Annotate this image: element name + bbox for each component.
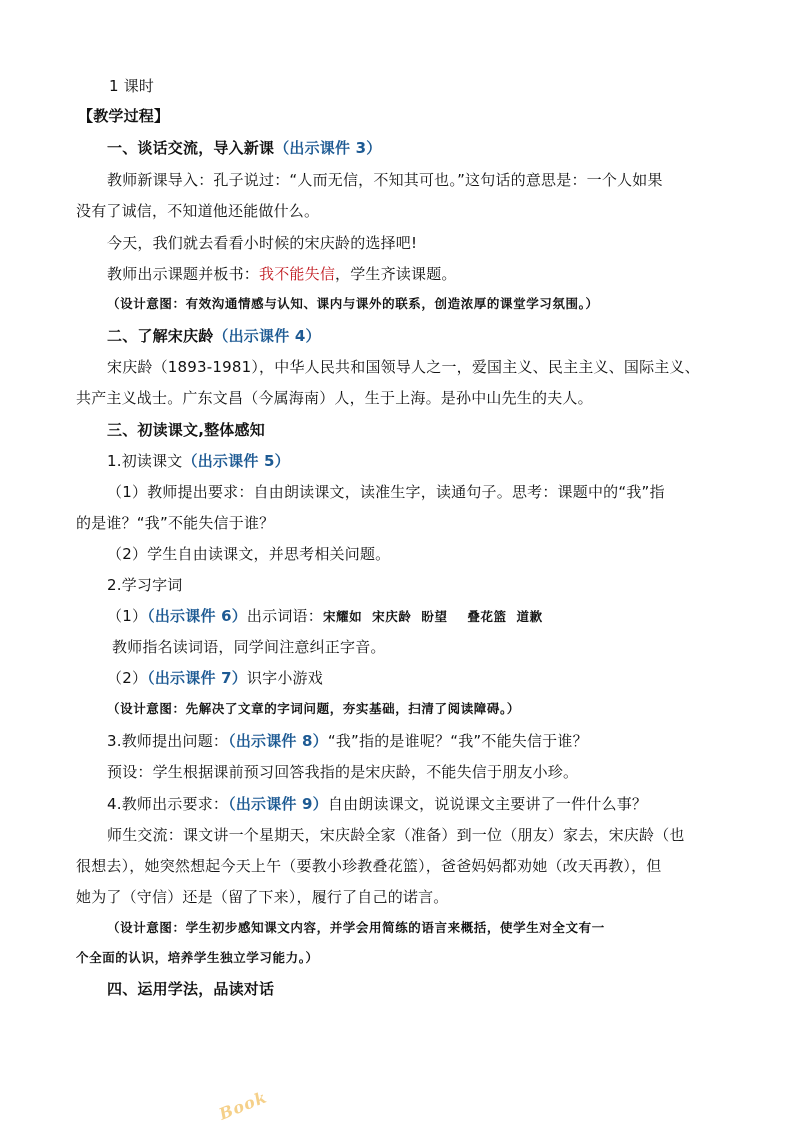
design-intent-note: （设计意图：先解决了文章的字词问题，夯实基础，扫清了阅读障碍。） xyxy=(107,701,520,716)
paragraph-line: 教师新课导入：孔子说过：“人而无信，不知其可也。”这句话的意思是：一个人如果 xyxy=(107,171,663,189)
subheading-line xyxy=(107,451,290,471)
subheading-line: 2.学习字词 xyxy=(107,576,183,594)
paragraph-line: 她为了（守信）还是（留了下来），履行了自己的诺言。 xyxy=(76,888,449,906)
paragraph-line xyxy=(107,731,588,751)
courseware-ref: （出示课件 9） xyxy=(228,795,328,813)
paragraph-line: （2）学生自由读课文，并思考相关问题。 xyxy=(107,545,391,563)
paragraph-line: 没有了诚信，不知道他还能做什么。 xyxy=(76,202,320,220)
subheading-text: 1.初读课文 xyxy=(107,452,183,470)
paragraph-line: 教师指名读词语，同学间注意纠正字音。 xyxy=(112,638,386,656)
section-title-teaching-process: 【教学过程】 xyxy=(78,107,170,125)
courseware-ref: （出示课件 6） xyxy=(147,607,247,625)
paragraph-line xyxy=(107,794,647,814)
paragraph-line xyxy=(107,606,543,627)
heading-part-2-text: 二、了解宋庆龄 xyxy=(107,327,214,345)
lesson-hours: 1 课时 xyxy=(109,77,155,95)
paragraph-text: 教师出示课题并板书： xyxy=(107,265,260,283)
paragraph-line: 宋庆龄（1893-1981），中华人民共和国领导人之一，爱国主义、民主主义、国际主义、 xyxy=(107,358,700,376)
paragraph-text: 3.教师提出问题： xyxy=(107,732,229,750)
design-intent-note: （设计意图：有效沟通情感与认知、课内与课外的联系，创造浓厚的课堂学习氛围。） xyxy=(107,296,599,311)
heading-part-2 xyxy=(107,326,321,346)
paragraph-line: （1）教师提出要求：自由朗读课文，读准生字，读通句子。思考：课题中的“我”指 xyxy=(107,483,665,501)
paragraph-text: 识字小游戏 xyxy=(246,669,323,687)
heading-part-4: 四、运用学法，品读对话 xyxy=(107,980,275,998)
watermark: Book xyxy=(216,1087,270,1124)
item-number: （1） xyxy=(107,607,148,625)
item-number: （2） xyxy=(107,669,148,687)
paragraph-text: “我”指的是谁呢？“我”不能失信于谁？ xyxy=(327,732,588,750)
paragraph-line: 共产主义战士。广东文昌（今属海南）人，生于上海。是孙中山先生的夫人。 xyxy=(76,389,593,407)
paragraph-text: 4.教师出示要求： xyxy=(107,795,229,813)
design-intent-note: （设计意图：学生初步感知课文内容，并学会用简练的语言来概括，使学生对全文有一 xyxy=(107,920,605,935)
heading-part-1 xyxy=(107,138,381,158)
courseware-ref: （出示课件 7） xyxy=(147,669,247,687)
paragraph-line xyxy=(107,668,323,688)
paragraph-line: 师生交流：课文讲一个星期天，宋庆龄全家（准备）到一位（朋友）家去，宋庆龄（也 xyxy=(107,826,685,844)
courseware-ref: （出示课件 8） xyxy=(228,732,328,750)
courseware-ref: （出示课件 4） xyxy=(213,327,321,345)
design-intent-note: 个全面的认识，培养学生独立学习能力。） xyxy=(76,950,319,965)
paragraph-line: 今天，我们就去看看小时候的宋庆龄的选择吧! xyxy=(107,234,418,252)
paragraph-text: ，学生齐读课题。 xyxy=(335,265,457,283)
paragraph-line: 的是谁？“我”不能失信于谁？ xyxy=(76,514,275,532)
lesson-title: 我不能失信 xyxy=(259,265,336,283)
heading-part-3: 三、初读课文,整体感知 xyxy=(107,421,265,439)
paragraph-text: 出示词语： xyxy=(246,607,323,625)
paragraph-line xyxy=(107,264,457,284)
vocabulary-words: 宋耀如 宋庆龄 盼望 叠花篮 道歉 xyxy=(322,609,543,624)
heading-part-1-text: 一、谈话交流，导入新课 xyxy=(107,139,275,157)
courseware-ref: （出示课件 3） xyxy=(274,139,382,157)
paragraph-line: 很想去），她突然想起今天上午（要教小珍教叠花篮），爸爸妈妈都劝她（改天再教），但 xyxy=(76,857,662,875)
courseware-ref: （出示课件 5） xyxy=(182,452,290,470)
paragraph-text: 自由朗读课文，说说课文主要讲了一件什么事？ xyxy=(327,795,648,813)
paragraph-line: 预设：学生根据课前预习回答我指的是宋庆龄，不能失信于朋友小珍。 xyxy=(107,763,579,781)
